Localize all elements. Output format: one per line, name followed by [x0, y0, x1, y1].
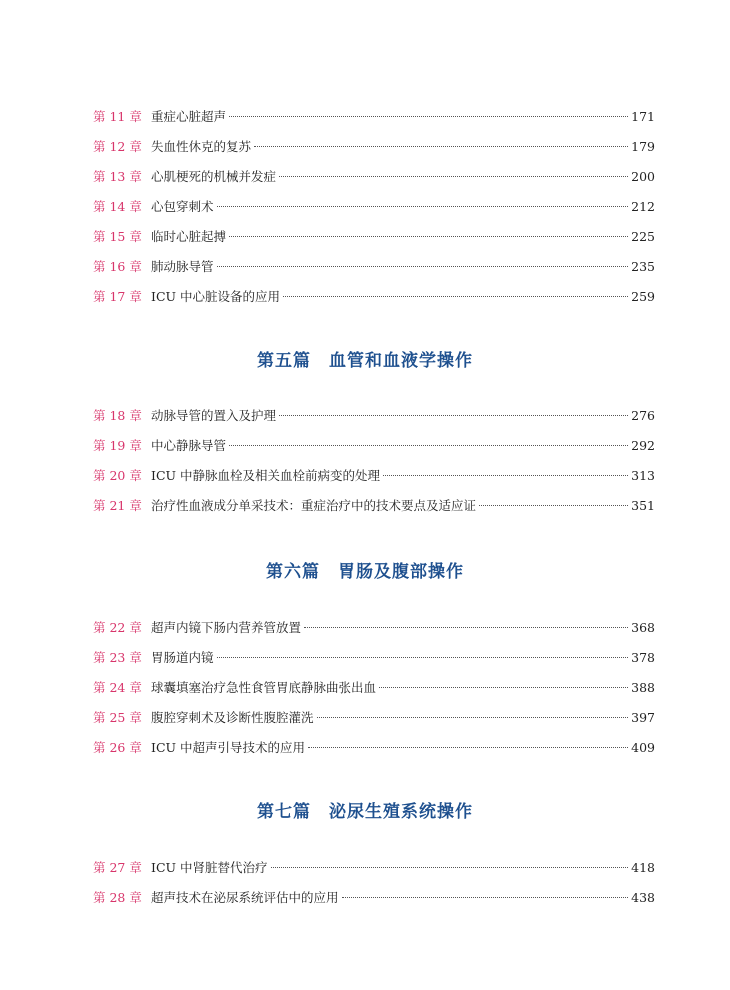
dot-leader	[217, 265, 629, 267]
page-number: 235	[631, 259, 655, 274]
chapter-number: 第 27 章	[93, 860, 142, 875]
page-number: 179	[631, 139, 655, 154]
page-number: 276	[631, 408, 655, 423]
toc-entry[interactable]	[93, 618, 655, 638]
toc-entry[interactable]	[93, 436, 655, 456]
page-number: 259	[631, 289, 655, 304]
page-number: 418	[631, 860, 655, 875]
page-number: 212	[631, 199, 655, 214]
chapter-number: 第 13 章	[93, 169, 142, 184]
chapter-title: 中心静脉导管	[151, 438, 227, 453]
toc-entry[interactable]	[93, 678, 655, 698]
page-number: 368	[631, 620, 655, 635]
toc-entry[interactable]	[93, 496, 655, 516]
dot-leader	[479, 504, 628, 506]
dot-leader	[308, 746, 628, 748]
dot-leader	[317, 716, 629, 718]
dot-leader	[279, 414, 628, 416]
toc-entry[interactable]	[93, 406, 655, 426]
chapter-number: 第 16 章	[93, 259, 142, 274]
dot-leader	[229, 235, 628, 237]
chapter-title: 心肌梗死的机械并发症	[151, 169, 277, 184]
page-number: 200	[631, 169, 655, 184]
dot-leader	[229, 444, 628, 446]
chapter-title: 心包穿刺术	[151, 199, 214, 214]
chapter-number: 第 15 章	[93, 229, 142, 244]
dot-leader	[217, 656, 629, 658]
toc-entry[interactable]	[93, 287, 655, 307]
chapter-number: 第 12 章	[93, 139, 142, 154]
page-number: 225	[631, 229, 655, 244]
chapter-number: 第 18 章	[93, 408, 142, 423]
chapter-title: 胃肠道内镜	[151, 650, 214, 665]
chapter-number: 第 19 章	[93, 438, 142, 453]
chapter-number: 第 20 章	[93, 468, 142, 483]
chapter-title: 超声技术在泌尿系统评估中的应用	[151, 890, 339, 905]
chapter-number: 第 24 章	[93, 680, 142, 695]
page-number: 397	[631, 710, 655, 725]
chapter-title: 治疗性血液成分单采技术：重症治疗中的技术要点及适应证	[151, 498, 477, 513]
dot-leader	[217, 205, 629, 207]
dot-leader	[279, 175, 628, 177]
page-number: 438	[631, 890, 655, 905]
dot-leader	[383, 474, 628, 476]
toc-entry[interactable]	[93, 167, 655, 187]
toc-entry[interactable]	[93, 227, 655, 247]
chapter-number: 第 25 章	[93, 710, 142, 725]
dot-leader	[254, 145, 628, 147]
page-number: 171	[631, 109, 655, 124]
toc-entry[interactable]	[93, 648, 655, 668]
page-number: 313	[631, 468, 655, 483]
dot-leader	[342, 896, 629, 898]
dot-leader	[229, 115, 628, 117]
page-number: 292	[631, 438, 655, 453]
toc-entry[interactable]	[93, 137, 655, 157]
chapter-title: 临时心脏起搏	[151, 229, 227, 244]
chapter-number: 第 23 章	[93, 650, 142, 665]
chapter-number: 第 14 章	[93, 199, 142, 214]
chapter-number: 第 21 章	[93, 498, 142, 513]
chapter-title: 重症心脏超声	[151, 109, 227, 124]
dot-leader	[271, 866, 629, 868]
toc-entry[interactable]	[93, 888, 655, 908]
chapter-number: 第 22 章	[93, 620, 142, 635]
part-heading: 第五篇 血管和血液学操作	[257, 351, 473, 371]
chapter-title: 肺动脉导管	[151, 259, 214, 274]
dot-leader	[304, 626, 628, 628]
dot-leader	[283, 295, 628, 297]
chapter-title: ICU 中肾脏替代治疗	[151, 860, 268, 875]
page-number: 388	[631, 680, 655, 695]
chapter-title: 腹腔穿刺术及诊断性腹腔灌洗	[151, 710, 314, 725]
toc-entry[interactable]	[93, 708, 655, 728]
toc-entry[interactable]	[93, 197, 655, 217]
chapter-number: 第 28 章	[93, 890, 142, 905]
toc-entry[interactable]	[93, 107, 655, 127]
part-heading: 第七篇 泌尿生殖系统操作	[257, 802, 473, 822]
toc-entry[interactable]	[93, 466, 655, 486]
dot-leader	[379, 686, 628, 688]
chapter-title: ICU 中超声引导技术的应用	[151, 740, 306, 755]
page-number: 351	[631, 498, 655, 513]
chapter-title: ICU 中心脏设备的应用	[151, 289, 281, 304]
chapter-title: 超声内镜下肠内营养管放置	[151, 620, 302, 635]
page-number: 409	[631, 740, 655, 755]
chapter-number: 第 26 章	[93, 740, 142, 755]
chapter-number: 第 11 章	[93, 109, 142, 124]
chapter-title: 失血性休克的复苏	[151, 139, 252, 154]
toc-entry[interactable]	[93, 738, 655, 758]
toc-entry[interactable]	[93, 257, 655, 277]
toc-entry[interactable]	[93, 858, 655, 878]
chapter-title: 球囊填塞治疗急性食管胃底静脉曲张出血	[151, 680, 377, 695]
chapter-title: ICU 中静脉血栓及相关血栓前病变的处理	[151, 468, 381, 483]
part-heading: 第六篇 胃肠及腹部操作	[266, 562, 464, 582]
page-number: 378	[631, 650, 655, 665]
chapter-number: 第 17 章	[93, 289, 142, 304]
chapter-title: 动脉导管的置入及护理	[151, 408, 277, 423]
